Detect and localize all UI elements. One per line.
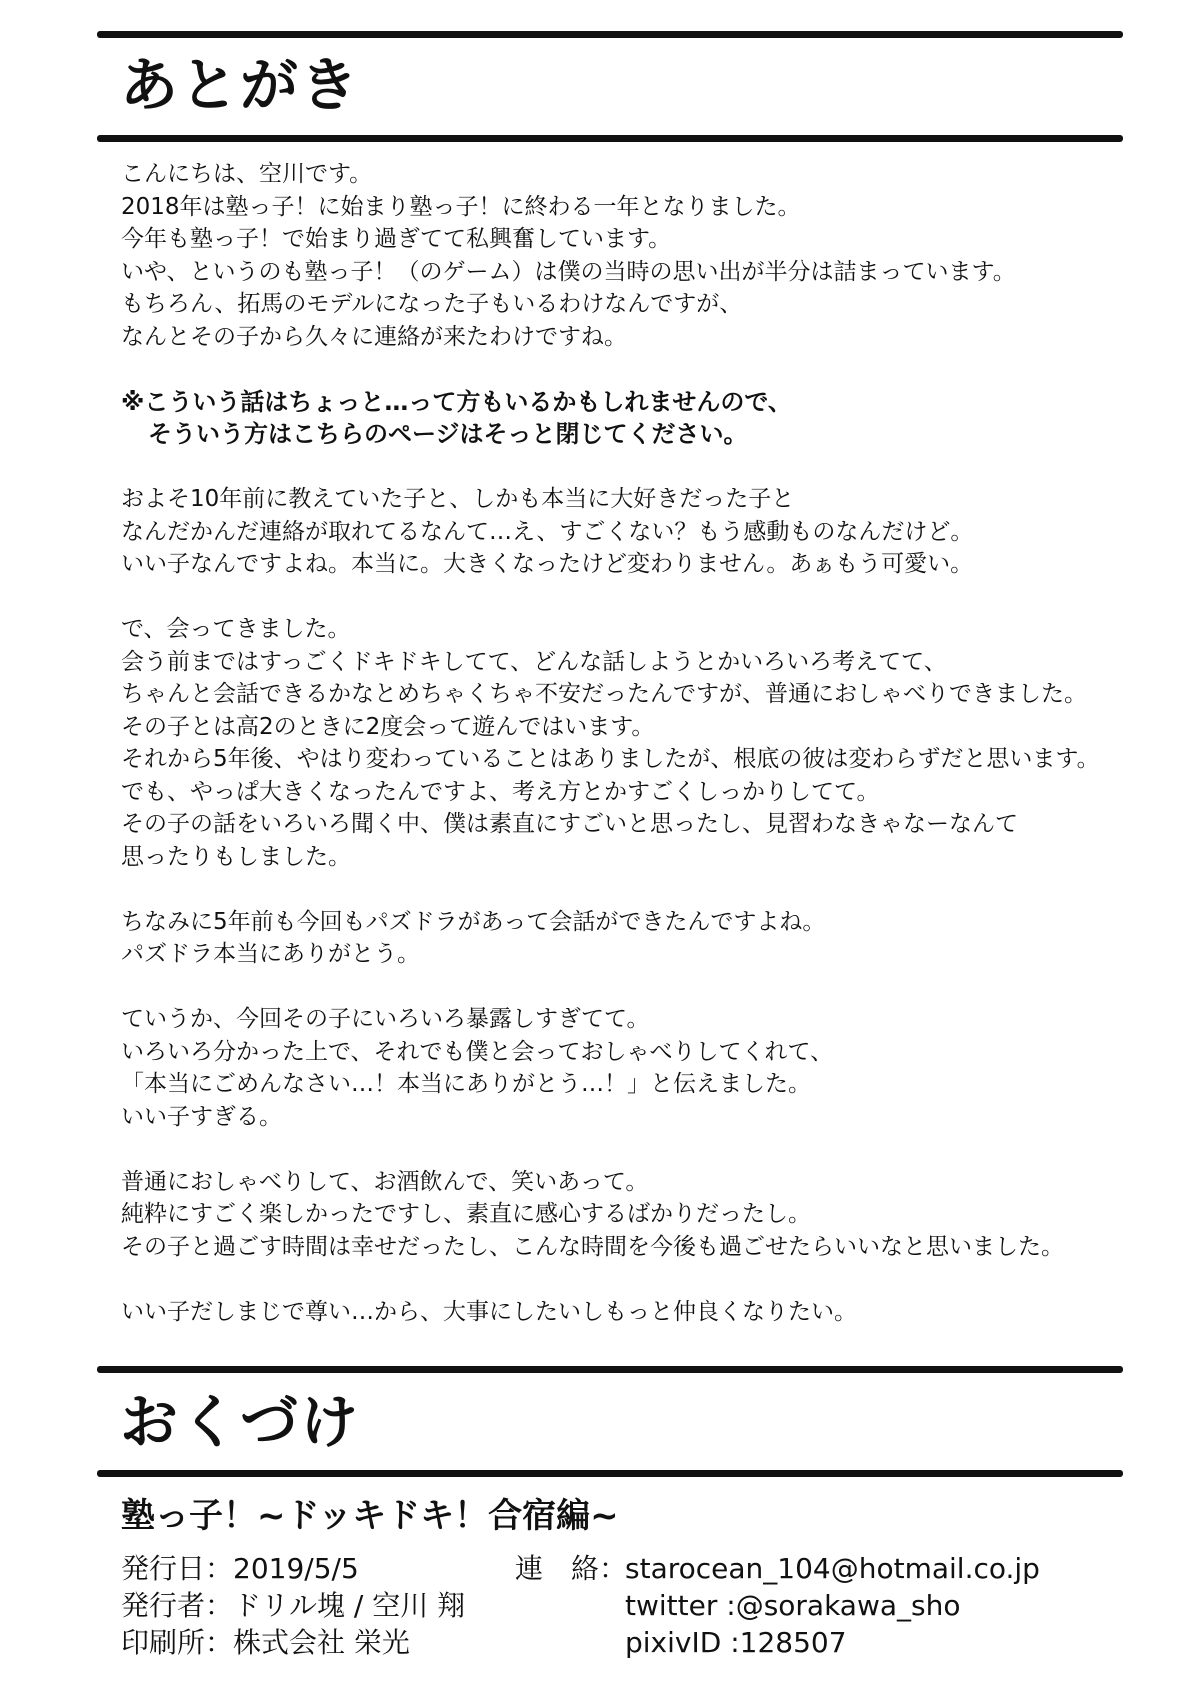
colophon-top-rule [97,1366,1123,1373]
twitter-handle: :@sorakawa_sho [726,1589,961,1622]
afterword-body [121,158,1131,1361]
text-line: その子と過ごす時間は幸せだったし、こんな時間を今後も過ごせたらいいなと思いました。 [121,1233,1064,1260]
text-line: それから5年後、やはり変わっていることはありましたが、根底の彼は変わらずだと思います。 [121,746,1100,772]
colophon-heading-rule [97,1470,1123,1477]
text-line: こんにちは、空川です。 [121,161,373,187]
contact-label: 連 絡： [515,1552,628,1585]
text-line: およそ10年前に教えていた子と、しかも本当に大好きだった子と [121,486,795,512]
afterword-paragraph [121,1003,1131,1133]
printer: 印刷所：株式会社 栄光 [121,1626,410,1659]
text-line: もちろん、拓馬のモデルになった子もいるわけなんですが、 [121,291,743,317]
publication-info [121,1550,465,1661]
text-line: パズドラ本当にありがとう。 [121,941,420,967]
text-line: ちなみに5年前も今回もパズドラがあって会話ができたんですよね。 [121,908,826,935]
afterword-paragraph [121,1296,1131,1329]
afterword-paragraph [121,613,1131,873]
contact-pixiv-row [515,1624,1040,1661]
text-line: 今年も塾っ子！で始まり過ぎてて私興奮しています。 [121,226,672,252]
text-line: 2018年は塾っ子！に始まり塾っ子！に終わる一年となりました。 [121,193,801,220]
text-line: で、会ってきました。 [121,616,351,642]
text-line: 「本当にごめんなさい…！本当にありがとう…！」と伝えました。 [121,1071,811,1097]
text-line: ていうか、今回その子にいろいろ暴露しすぎてて。 [121,1006,650,1032]
text-line: 純粋にすごく楽しかったですし、素直に感心するばかりだったし。 [121,1201,811,1227]
text-line: いい子だしまじで尊い…から、大事にしたいしもっと仲良くなりたい。 [121,1298,857,1325]
top-rule [97,31,1123,38]
text-line: ※こういう話はちょっと…って方もいるかもしれませんので、 [121,387,792,416]
text-line: いい子なんですよね。本当に。大きくなったけど変わりません。あぁもう可愛い。 [121,551,974,577]
text-line: ちゃんと会話できるかなとめちゃくちゃ不安だったんですが、普通におしゃべりできました。 [121,681,1087,707]
afterword-heading: あとがき [120,51,361,119]
contact-twitter-row [515,1587,1040,1624]
text-line: でも、やっぱ大きくなったんですよ、考え方とかすごくしっかりしてて。 [121,778,880,805]
text-line: その子とは高2のときに2度会って遊んではいます。 [121,713,655,740]
text-line: いろいろ分かった上で、それでも僕と会っておしゃべりしてくれて、 [121,1038,834,1065]
afterword-heading-rule [97,135,1123,142]
pixiv-label: pixivID [625,1626,722,1659]
colophon-heading: おくづけ [120,1388,361,1456]
text-line: いや、というのも塾っ子！（のゲーム）は僕の当時の思い出が半分は詰まっています。 [121,258,1016,285]
contact-email: starocean_104@hotmail.co.jp [625,1552,1040,1585]
publisher: 発行者：ドリル塊 / 空川 翔 [121,1589,466,1622]
text-line: 会う前まではすっごくドキドキしてて、どんな話しようとかいろいろ考えてて、 [121,648,947,675]
publish-date: 発行日：2019/5/5 [121,1552,359,1585]
text-line: なんだかんだ連絡が取れてるなんて…え、すごくない？もう感動ものなんだけど。 [121,518,974,545]
contact-info [515,1550,1040,1661]
text-line: いい子すぎる。 [121,1103,282,1130]
contact-email-row [515,1550,1040,1587]
text-line: なんとその子から久々に連絡が来たわけですね。 [121,323,627,350]
text-line: そういう方はこちらのページはそっと閉じてください。 [148,420,748,448]
twitter-label: twitter [625,1589,718,1622]
afterword-paragraph [121,906,1131,971]
pixiv-id: :128507 [730,1626,847,1659]
afterword-paragraph [121,1166,1131,1264]
afterword-paragraph [121,483,1131,581]
text-line: その子の話をいろいろ聞く中、僕は素直にすごいと思ったし、見習わなきゃなーなんて [121,811,1018,837]
afterword-paragraph [121,158,1131,353]
text-line: 普通におしゃべりして、お酒飲んで、笑いあって。 [121,1168,649,1195]
book-title: 塾っ子！~ドッキドキ！合宿編~ [121,1496,619,1536]
content-warning-note [121,386,1131,451]
text-line: 思ったりもしました。 [121,843,351,870]
